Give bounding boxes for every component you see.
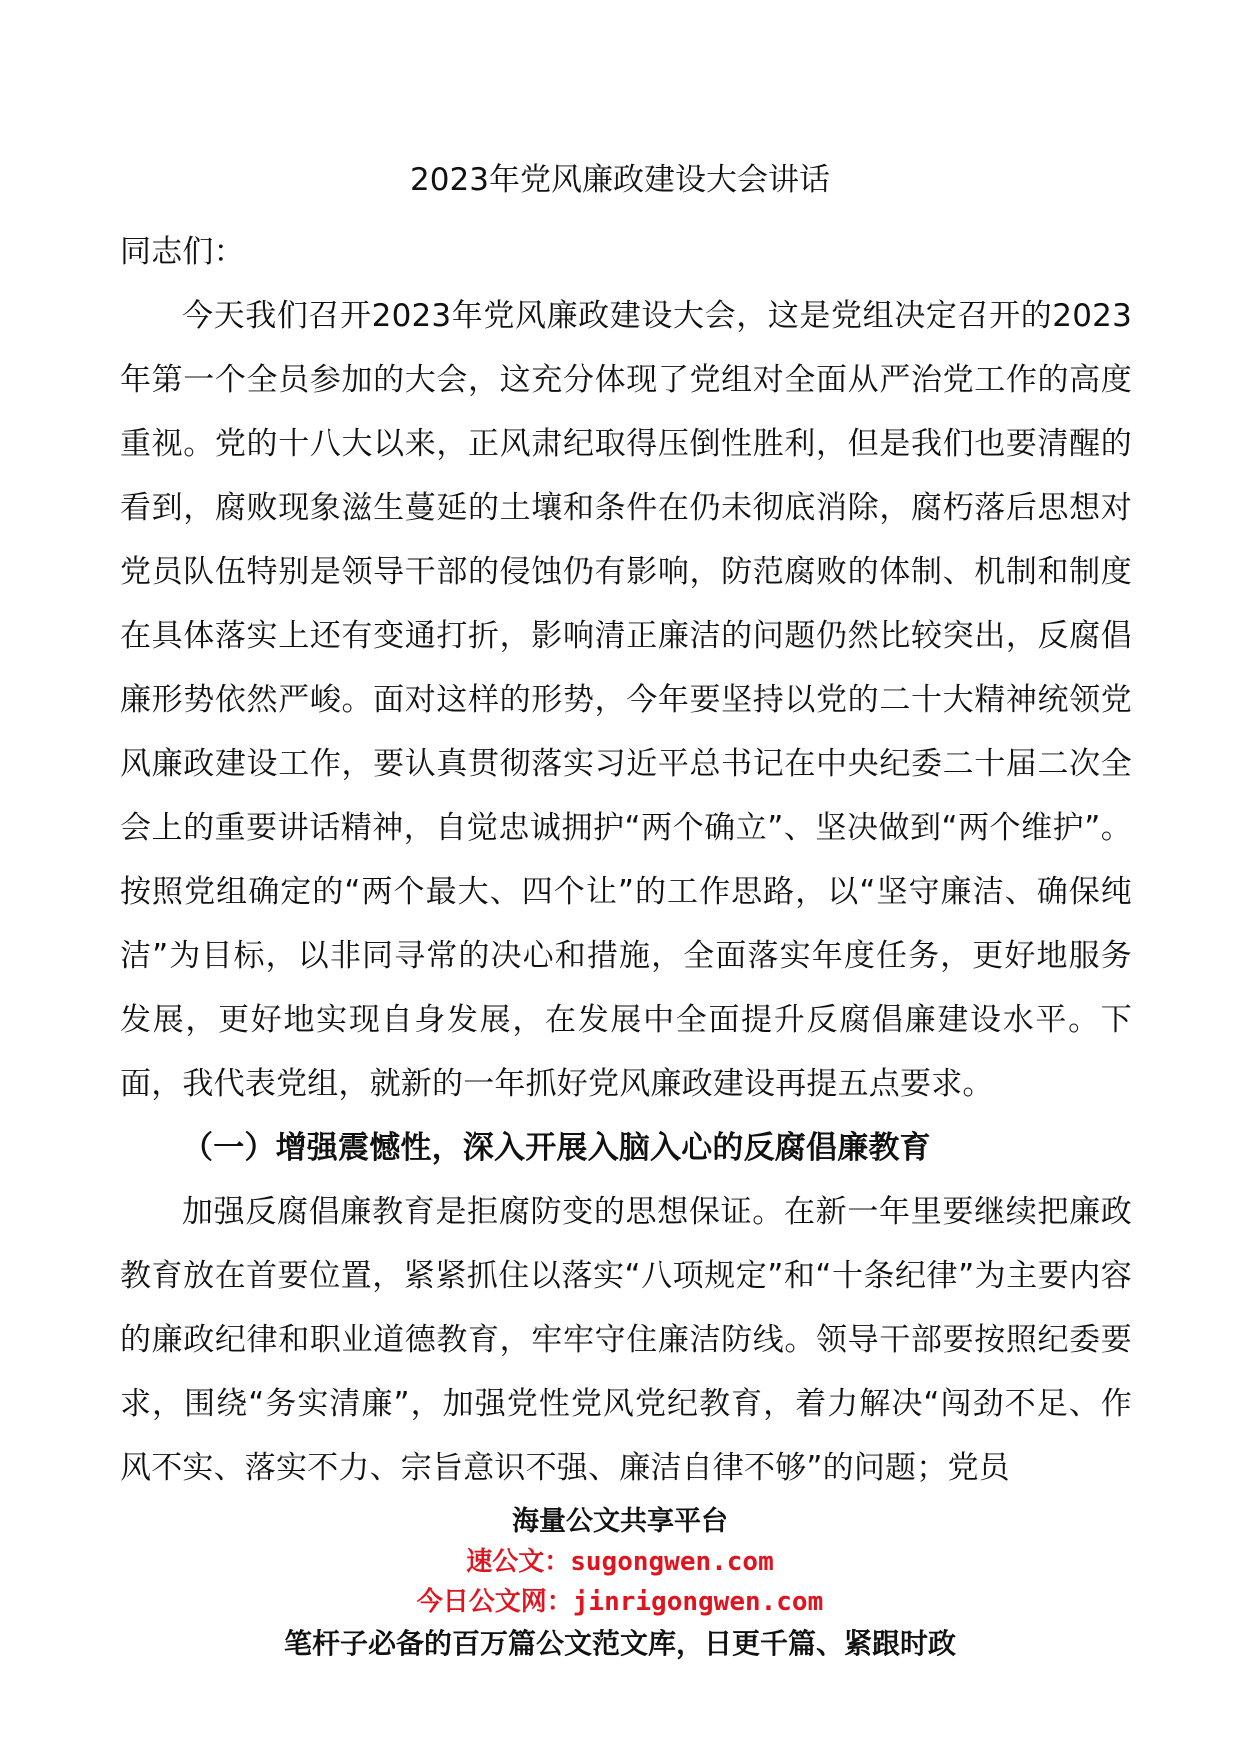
footer-site-1	[0, 1542, 1240, 1582]
section-heading: （一）增强震憾性，深入开展入脑入心的反腐倡廉教育	[182, 1130, 931, 1166]
footer-site-2-url[interactable]: jinrigongwen.com	[572, 1587, 824, 1617]
document-body	[120, 220, 1132, 1500]
section-paragraph: 加强反腐倡廉教育是拒腐防变的思想保证。在新一年里要继续把廉政教育放在首要位置，紧紧抓住以落实“八项规定”和“十条纪律”为主要内容的廉政纪律和职业道德教育，牢牢守住廉洁防线。领导干部要按照纪委要求，围绕“务实清廉”，加强党性党风党纪教育，着力解决“闯劲不足、作风不实、落实不力、宗旨意识不强、廉洁自律不够”的问题；党员	[120, 1194, 1132, 1486]
footer-site-1-url[interactable]: sugongwen.com	[570, 1547, 774, 1577]
footer-banner	[0, 1502, 1240, 1664]
body-paragraph: 今天我们召开2023年党风廉政建设大会，这是党组决定召开的2023年第一个全员参加的大会，这充分体现了党组对全面从严治党工作的高度重视。党的十八大以来，正风肃纪取得压倒性胜利，但是我们也要清醒的看到，腐败现象滋生蔓延的土壤和条件在仍未彻底消除，腐朽落后思想对党员队伍特别是领导干部的侵蚀仍有影响，防范腐败的体制、机制和制度在具体落实上还有变通打折，影响清正廉洁的问题仍然比较突出，反腐倡廉形势依然严峻。面对这样的形势，今年要坚持以党的二十大精神统领党风廉政建设工作，要认真贯彻落实习近平总书记在中央纪委二十届二次全会上的重要讲话精神，自觉忠诚拥护“两个确立”、坚决做到“两个维护”。按照党组确定的“两个最大、四个让”的工作思路，以“坚守廉洁、确保纯洁”为目标，以非同寻常的决心和措施，全面落实年度任务，更好地服务发展，更好地实现自身发展，在发展中全面提升反腐倡廉建设水平。下面，我代表党组，就新的一年抓好党风廉政建设再提五点要求。	[120, 298, 1132, 1102]
document-title: 2023年党风廉政建设大会讲话	[410, 162, 830, 198]
footer-site-2-label: 今日公文网：	[416, 1587, 573, 1617]
footer-site-2	[0, 1582, 1240, 1622]
footer-slogan: 笔杆子必备的百万篇公文范文库，日更千篇、紧跟时政	[283, 1627, 956, 1660]
footer-site-1-label: 速公文：	[466, 1547, 571, 1577]
salutation: 同志们：	[120, 234, 245, 270]
footer-platform: 海量公文共享平台	[512, 1506, 728, 1537]
